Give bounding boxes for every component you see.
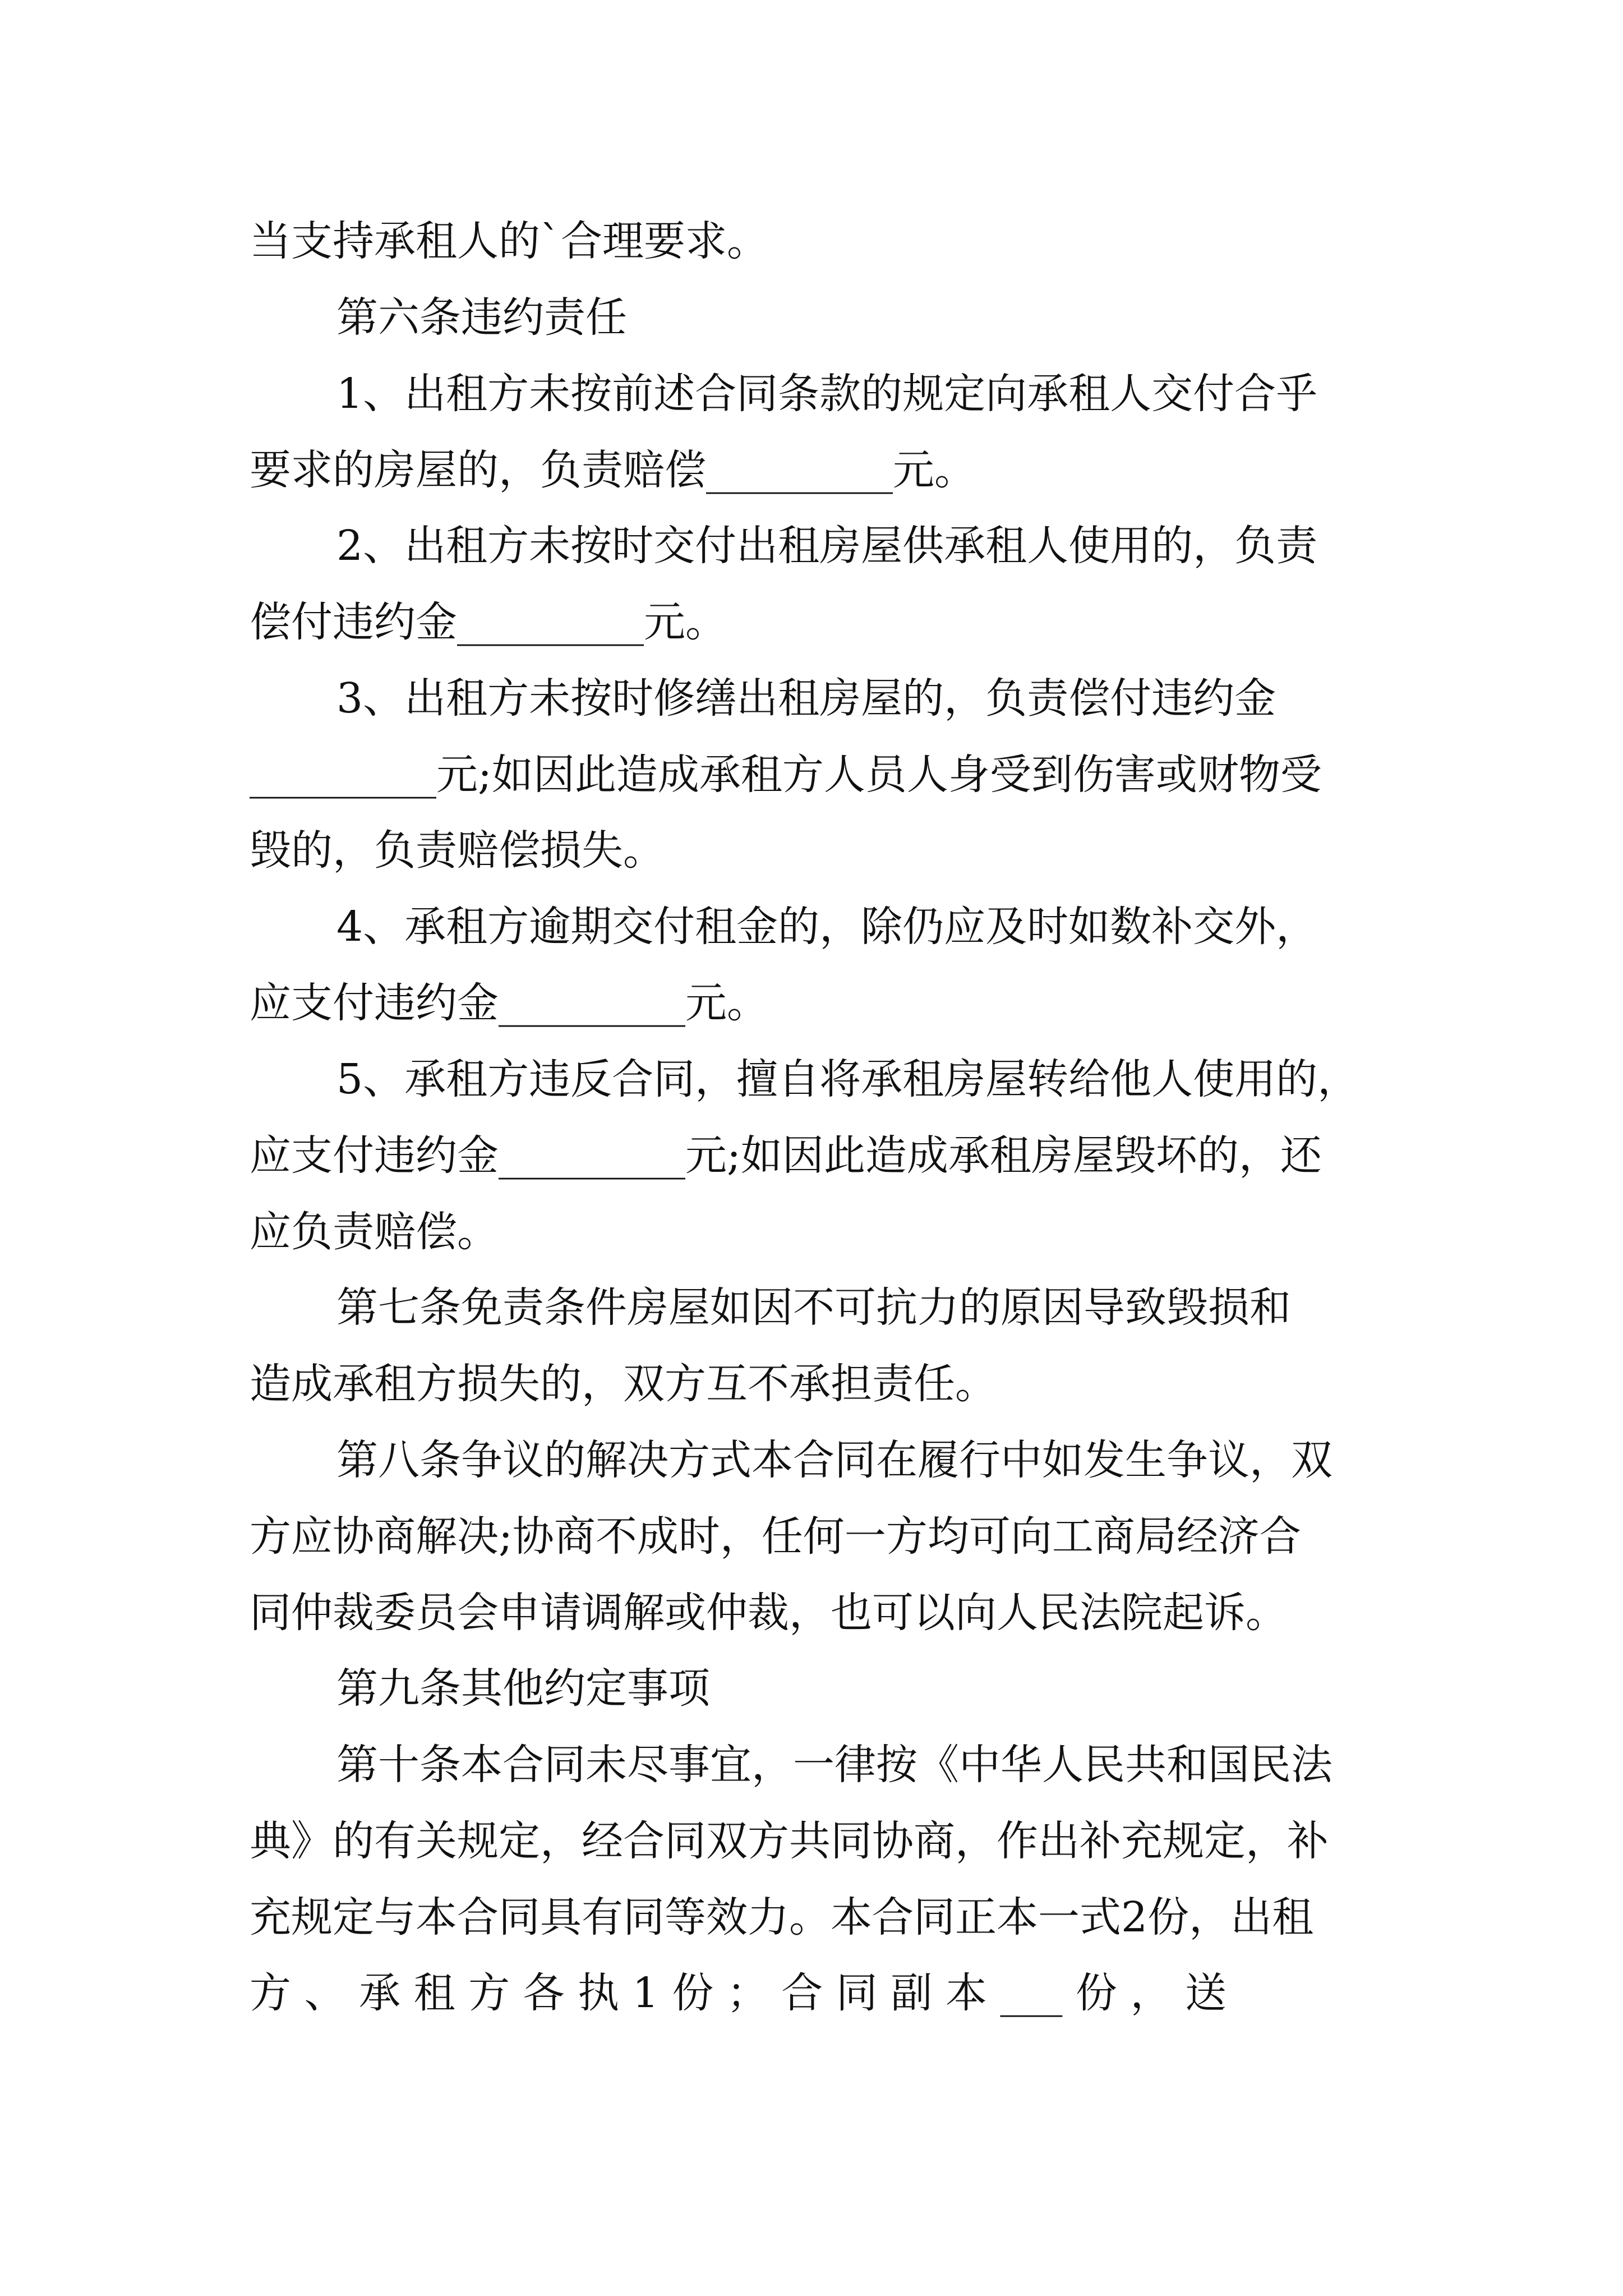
clause-6-2-line-1: 2、出租方未按时交付出租房屋供承租人使用的，负责 xyxy=(336,522,1318,570)
article-10-line-3: 充规定与本合同具有同等效力。本合同正本一式2份，出租 xyxy=(250,1893,1314,1941)
article-8-line-2: 方应协商解决;协商不成时，任何一方均可向工商局经济合 xyxy=(250,1512,1301,1561)
article-8-line-1: 第八条争议的解决方式本合同在履行中如发生争议，双 xyxy=(336,1436,1332,1484)
article-8-line-3: 同仲裁委员会申请调解或仲裁，也可以向人民法院起诉。 xyxy=(250,1589,1287,1637)
article-7-line-2: 造成承租方损失的，双方互不承担责任。 xyxy=(250,1360,997,1408)
clause-6-4-line-1: 4、承租方逾期交付租金的，除仍应及时如数补交外， xyxy=(336,903,1318,951)
article-10-line-4: 方 、 承 租 方 各 执 1 份 ； 合 同 副 本 ___ 份 ， 送 xyxy=(250,1969,1227,2017)
clause-6-5-line-1: 5、承租方违反合同，擅自将承租房屋转给他人使用的， xyxy=(336,1055,1359,1103)
clause-6-3-line-1: 3、出租方未按时修缮出租房屋的，负责偿付违约金 xyxy=(336,674,1276,723)
clause-6-2-line-2: 偿付违约金_________元。 xyxy=(250,598,727,646)
clause-6-1-line-2: 要求的房屋的，负责赔偿_________元。 xyxy=(250,446,976,494)
clause-6-1-line-1: 1、出租方未按前述合同条款的规定向承租人交付合乎 xyxy=(336,370,1318,418)
article-10-line-2: 典》的有关规定，经合同双方共同协商，作出补充规定，补 xyxy=(250,1817,1329,1865)
text-line-1: 当支持承租人的`合理要求。 xyxy=(250,217,768,265)
article-9-heading: 第九条其他约定事项 xyxy=(336,1664,710,1713)
article-10-line-1: 第十条本合同未尽事宜，一律按《中华人民共和国民法 xyxy=(336,1741,1332,1789)
article-6-heading: 第六条违约责任 xyxy=(336,293,627,342)
clause-6-3-line-2: _________元;如因此造成承租方人员人身受到伤害或财物受 xyxy=(250,751,1322,799)
clause-6-5-line-3: 应负责赔偿。 xyxy=(250,1208,499,1256)
clause-6-4-line-2: 应支付违约金_________元。 xyxy=(250,979,768,1027)
clause-6-5-line-2: 应支付违约金_________元;如因此造成承租房屋毁坏的，还 xyxy=(250,1131,1322,1180)
clause-6-3-line-3: 毁的，负责赔偿损失。 xyxy=(250,826,665,875)
article-7-line-1: 第七条免责条件房屋如因不可抗力的原因导致毁损和 xyxy=(336,1283,1291,1332)
